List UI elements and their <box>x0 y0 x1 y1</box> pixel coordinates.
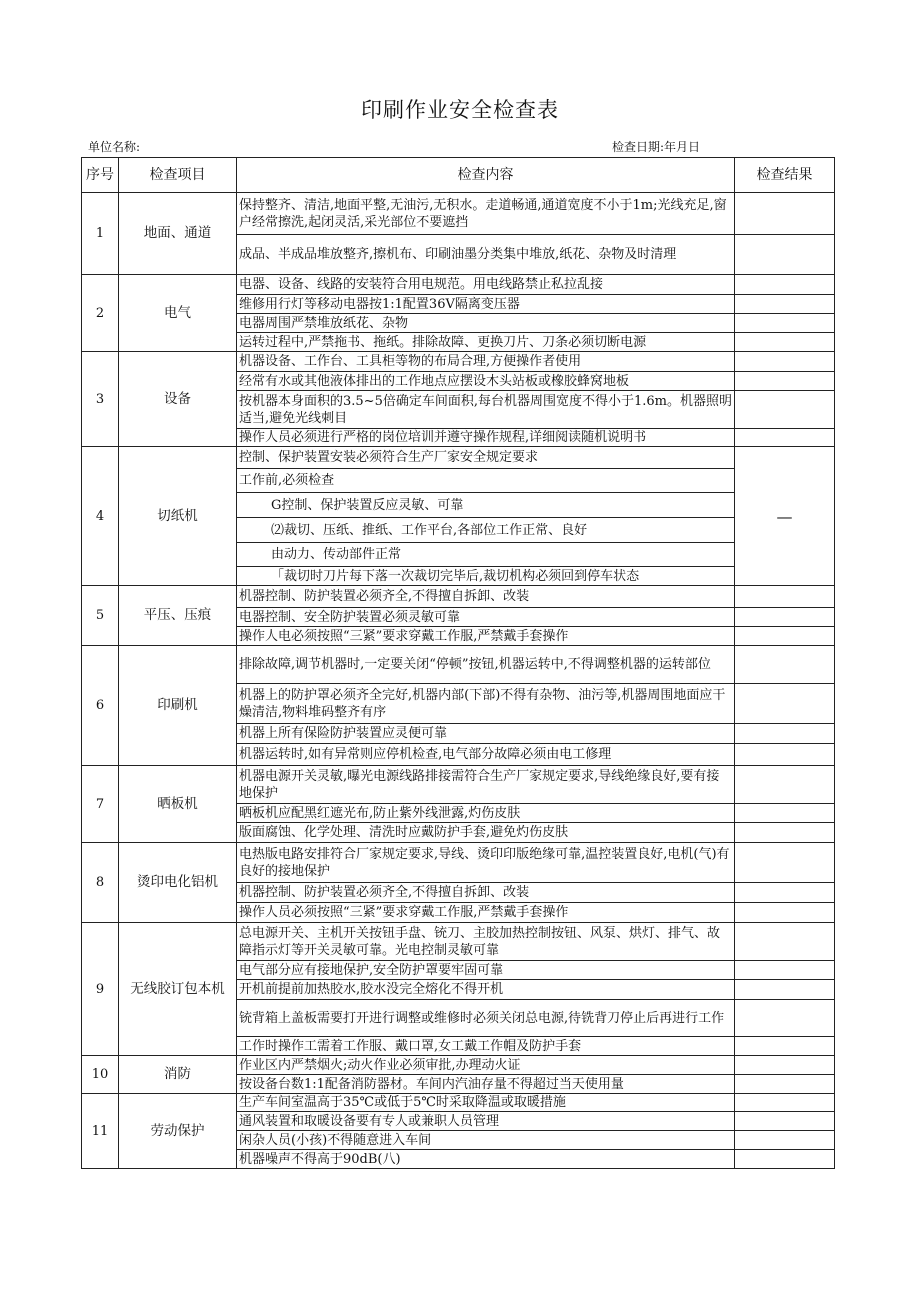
check-result <box>735 980 835 1000</box>
check-content: 按机器本身面积的3.5~5倍确定车间面积,每台机器周围宽度不得小于1.6m。机器照明适当,避免光线刺目 <box>237 391 735 429</box>
page-title: 印刷作业安全检查表 <box>361 98 559 122</box>
check-result <box>735 193 835 235</box>
check-content: 通风装置和取暖设备要有专人或兼职人员管理 <box>237 1112 735 1131</box>
check-result <box>735 1112 835 1131</box>
check-result <box>735 627 835 646</box>
check-content: 维修用行灯等移动电器按1:1配置36V隔离变压器 <box>237 295 735 314</box>
table-row <box>82 193 835 235</box>
check-result <box>735 766 835 804</box>
header-no: 序号 <box>82 158 119 193</box>
row-number: 4 <box>82 447 119 586</box>
row-number: 7 <box>82 766 119 843</box>
check-item: 烫印电化铝机 <box>119 843 237 923</box>
check-result <box>735 804 835 823</box>
check-result <box>735 1131 835 1150</box>
row-number: 6 <box>82 646 119 766</box>
check-content: 晒板机应配黑红遮光布,防止紫外线泄露,灼伤皮肤 <box>237 804 735 823</box>
check-content: ⑵裁切、压纸、推纸、工作平台,各部位工作正常、良好 <box>237 518 735 543</box>
check-result <box>735 429 835 447</box>
check-content: 操作人员必须进行严格的岗位培训并遵守操作规程,详细阅读随机说明书 <box>237 429 735 447</box>
check-result <box>735 1094 835 1112</box>
check-item: 电气 <box>119 275 237 352</box>
check-content: 开机前提前加热胶水,胶水没完全熔化不得开机 <box>237 980 735 1000</box>
table-row <box>82 586 835 608</box>
check-item: 劳动保护 <box>119 1094 237 1169</box>
check-result <box>735 608 835 627</box>
check-content: 电气部分应有接地保护,安全防护罩要牢固可靠 <box>237 961 735 980</box>
row-number: 1 <box>82 193 119 275</box>
header-item: 检查项目 <box>119 158 237 193</box>
check-result <box>735 823 835 843</box>
check-content: 电器、设备、线路的安装符合用电规范。用电线路禁止私拉乱接 <box>237 275 735 295</box>
check-item: 地面、通道 <box>119 193 237 275</box>
table-header-row <box>82 158 835 193</box>
table-body <box>82 193 835 1169</box>
check-content: 由动力、传动部件正常 <box>237 543 735 567</box>
check-content: 机器运转时,如有异常则应停机检查,电气部分故障必须由电工修理 <box>237 744 735 766</box>
check-result <box>735 352 835 372</box>
check-result <box>735 843 835 883</box>
check-result <box>735 883 835 903</box>
check-content: 电器周围严禁堆放纸花、杂物 <box>237 314 735 333</box>
check-item: 平压、压痕 <box>119 586 237 646</box>
check-item: 消防 <box>119 1056 237 1094</box>
table-row <box>82 275 835 295</box>
check-content: 成品、半成品堆放整齐,擦机布、印刷油墨分类集中堆放,纸花、杂物及时清理 <box>237 235 735 275</box>
check-item: 印刷机 <box>119 646 237 766</box>
row-number: 10 <box>82 1056 119 1094</box>
check-content: 版面腐蚀、化学处理、清洗时应戴防护手套,避免灼伤皮肤 <box>237 823 735 843</box>
check-result <box>735 1150 835 1169</box>
row-number: 9 <box>82 923 119 1056</box>
check-result <box>735 314 835 333</box>
check-content: 闲杂人员(小孩)不得随意进入车间 <box>237 1131 735 1150</box>
check-item: 无线胶订包本机 <box>119 923 237 1056</box>
inspection-table <box>81 157 835 1169</box>
check-content: 「裁切时刀片每下落一次裁切完毕后,裁切机构必须回到停车状态 <box>237 567 735 586</box>
check-content: 电热版电路安排符合厂家规定要求,导线、烫印印版绝缘可靠,温控装置良好,电机(气)有良好的接地保护 <box>237 843 735 883</box>
check-content: 机器噪声不得高于90dB(八) <box>237 1150 735 1169</box>
check-content: 保持整齐、清洁,地面平整,无油污,无积水。走道畅通,通道宽度不小于1m;光线充足,窗户经常擦洗,起闭灵活,采光部位不要遮挡 <box>237 193 735 235</box>
check-content: 工作时操作工需着工作服、戴口罩,女工戴工作帽及防护手套 <box>237 1037 735 1056</box>
table-row <box>82 1056 835 1075</box>
check-item: 切纸机 <box>119 447 237 586</box>
check-result <box>735 391 835 429</box>
check-content: 运转过程中,严禁拖书、拖纸。排除故障、更换刀片、刀条必须切断电源 <box>237 333 735 352</box>
row-number: 3 <box>82 352 119 447</box>
check-result: — <box>735 447 835 586</box>
row-number: 11 <box>82 1094 119 1169</box>
table-row <box>82 923 835 961</box>
check-content: G控制、保护装置反应灵敏、可靠 <box>237 493 735 518</box>
check-result <box>735 684 835 724</box>
check-content: 经常有水或其他液体排出的工作地点应摆设木头站板或橡胶蜂窝地板 <box>237 372 735 391</box>
check-content: 生产车间室温高于35℃或低于5℃时采取降温或取暖措施 <box>237 1094 735 1112</box>
table-row <box>82 352 835 372</box>
check-result <box>735 372 835 391</box>
check-item: 晒板机 <box>119 766 237 843</box>
check-content: 机器上的防护罩必须齐全完好,机器内部(下部)不得有杂物、油污等,机器周围地面应干燥清洁,物料堆码整齐有序 <box>237 684 735 724</box>
check-result <box>735 1000 835 1037</box>
check-result <box>735 724 835 744</box>
check-content: 按设备台数1:1配备消防器材。车间内汽油存量不得超过当天使用量 <box>237 1075 735 1094</box>
check-result <box>735 295 835 314</box>
check-content: 工作前,必须检查 <box>237 469 735 493</box>
row-number: 8 <box>82 843 119 923</box>
check-content: 操作人电必须按照“三紧”要求穿戴工作服,严禁戴手套操作 <box>237 627 735 646</box>
check-result <box>735 333 835 352</box>
check-item: 设备 <box>119 352 237 447</box>
unit-name-label: 单位名称: <box>88 140 141 154</box>
check-result <box>735 646 835 684</box>
check-result <box>735 1056 835 1075</box>
check-result <box>735 275 835 295</box>
check-content: 总电源开关、主机开关按钮手盘、铳刀、主胶加热控制按钮、风泵、烘灯、排气、故障指示灯等开关灵敏可靠。光电控制灵敏可靠 <box>237 923 735 961</box>
check-result <box>735 961 835 980</box>
check-content: 控制、保护装置安装必须符合生产厂家安全规定要求 <box>237 447 735 469</box>
row-number: 2 <box>82 275 119 352</box>
check-content: 操作人员必须按照“三紧”要求穿戴工作服,严禁戴手套操作 <box>237 903 735 923</box>
table-row <box>82 447 835 469</box>
check-content: 排除故障,调节机器时,一定要关闭“停顿”按钮,机器运转中,不得调整机器的运转部位 <box>237 646 735 684</box>
check-date-label: 检查日期:年月日 <box>612 140 701 154</box>
table-row <box>82 646 835 684</box>
check-result <box>735 903 835 923</box>
check-content: 电器控制、安全防护装置必须灵敏可靠 <box>237 608 735 627</box>
header-content: 检查内容 <box>237 158 735 193</box>
check-result <box>735 1075 835 1094</box>
row-number: 5 <box>82 586 119 646</box>
check-content: 作业区内严禁烟火;动火作业必须审批,办理动火证 <box>237 1056 735 1075</box>
check-content: 机器设备、工作台、工具柜等物的布局合理,方便操作者使用 <box>237 352 735 372</box>
check-result <box>735 744 835 766</box>
header-result: 检查结果 <box>735 158 835 193</box>
check-content: 机器控制、防护装置必须齐全,不得擅自拆卸、改装 <box>237 586 735 608</box>
check-content: 机器上所有保险防护装置应灵便可靠 <box>237 724 735 744</box>
check-result <box>735 1037 835 1056</box>
check-result <box>735 923 835 961</box>
check-result <box>735 235 835 275</box>
check-content: 机器电源开关灵敏,曝光电源线路排接需符合生产厂家规定要求,导线绝缘良好,要有接地保护 <box>237 766 735 804</box>
table-row <box>82 843 835 883</box>
check-content: 铳背箱上盖板需要打开进行调整或维修时必须关闭总电源,待铣背刀停止后再进行工作 <box>237 1000 735 1037</box>
table-row <box>82 1094 835 1112</box>
check-content: 机器控制、防护装置必须齐全,不得擅自拆卸、改装 <box>237 883 735 903</box>
check-result <box>735 586 835 608</box>
table-row <box>82 766 835 804</box>
